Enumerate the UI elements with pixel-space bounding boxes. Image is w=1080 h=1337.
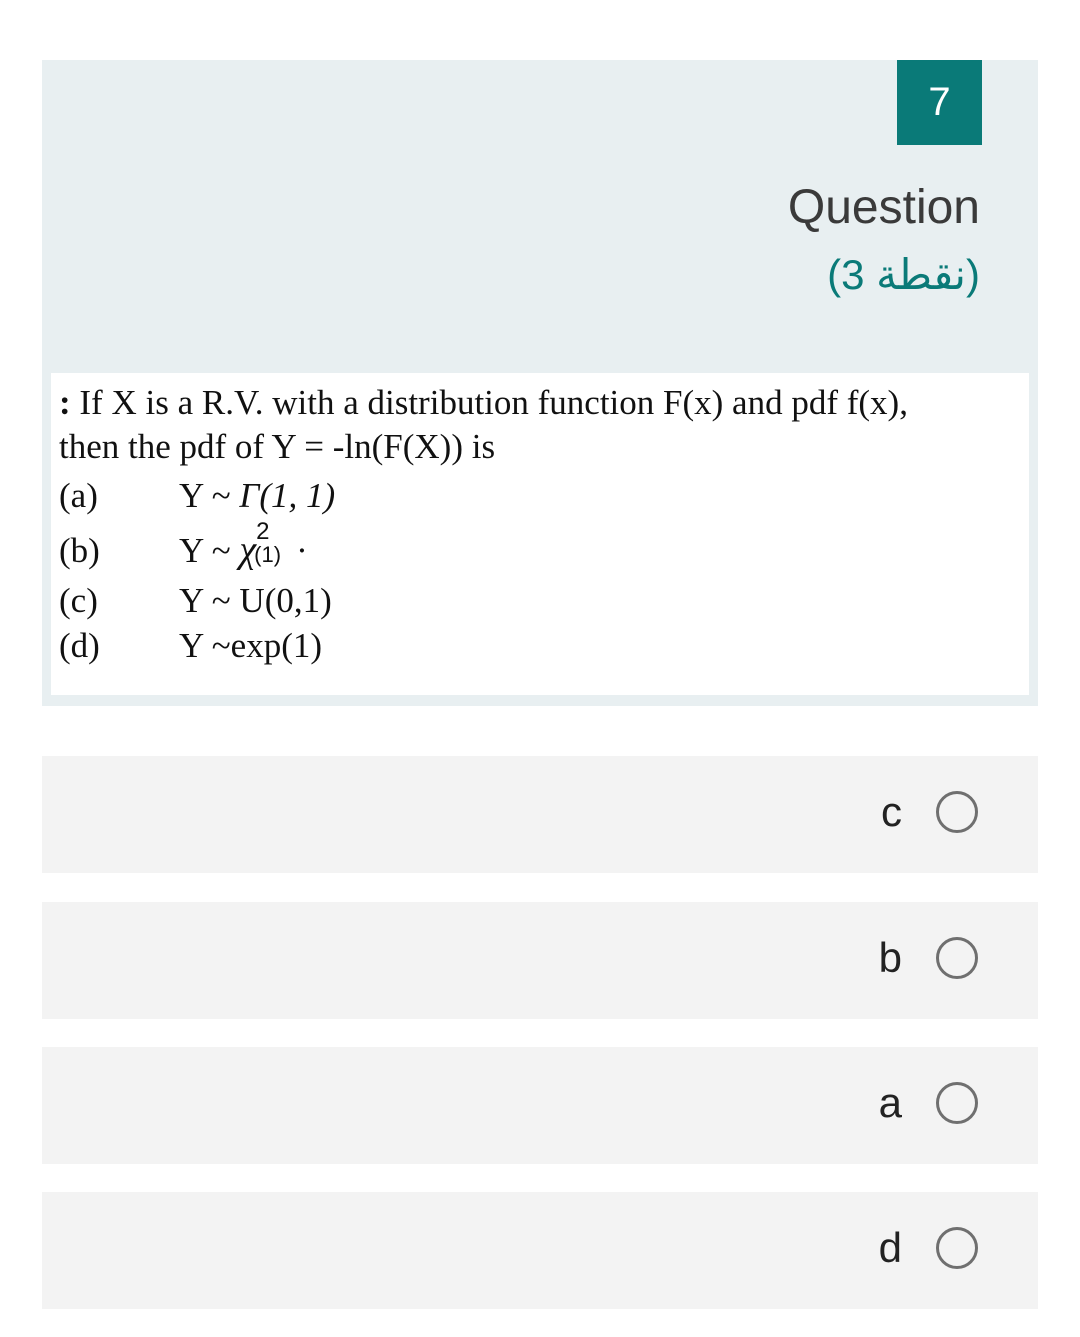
question-points: (3 نقطة) [827, 251, 980, 298]
answer-choice-d[interactable] [42, 1192, 1038, 1309]
option-label: (a) [59, 476, 98, 515]
option-suffix: · [296, 531, 308, 570]
option-b [59, 518, 308, 572]
answer-choice-c[interactable] [42, 756, 1038, 873]
option-c [59, 581, 332, 621]
question-label: Question [787, 181, 980, 234]
stem-line-1: If X is a R.V. with a distribution function F(x) and pdf f(x), [70, 383, 908, 422]
option-d [59, 626, 322, 666]
option-prefix: Y ~ [179, 531, 240, 570]
answer-choice-b[interactable] [42, 902, 1038, 1019]
choice-label: a [878, 1079, 902, 1126]
option-label: (c) [59, 581, 98, 620]
option-expr: χ [239, 529, 257, 571]
option-expr: U(0,1) [239, 581, 332, 620]
radio-button[interactable] [936, 937, 978, 979]
question-image [51, 373, 1029, 695]
option-a [59, 476, 335, 516]
option-expr: exp(1) [230, 626, 323, 665]
choice-label: c [881, 788, 902, 835]
chi-indices [254, 518, 296, 568]
question-card [42, 60, 1038, 706]
option-prefix: Y ~ [179, 581, 240, 620]
option-prefix: Y ~ [179, 476, 240, 515]
question-stem [59, 381, 908, 469]
option-label: (d) [59, 626, 100, 665]
chi-subscript: (1) [254, 542, 282, 567]
question-number-badge: 7 [897, 60, 982, 145]
option-label: (b) [59, 531, 100, 570]
radio-button[interactable] [936, 791, 978, 833]
radio-button[interactable] [936, 1227, 978, 1269]
option-prefix: Y ~ [179, 626, 231, 665]
stem-line-2: then the pdf of Y = -ln(F(X)) is [59, 427, 496, 466]
chi-superscript: 2 [256, 518, 270, 545]
stem-colon: : [59, 383, 71, 422]
radio-button[interactable] [936, 1082, 978, 1124]
option-expr: Γ(1, 1) [239, 476, 336, 515]
choice-label: b [878, 934, 902, 981]
answer-choice-a[interactable] [42, 1047, 1038, 1164]
choice-label: d [878, 1224, 902, 1271]
